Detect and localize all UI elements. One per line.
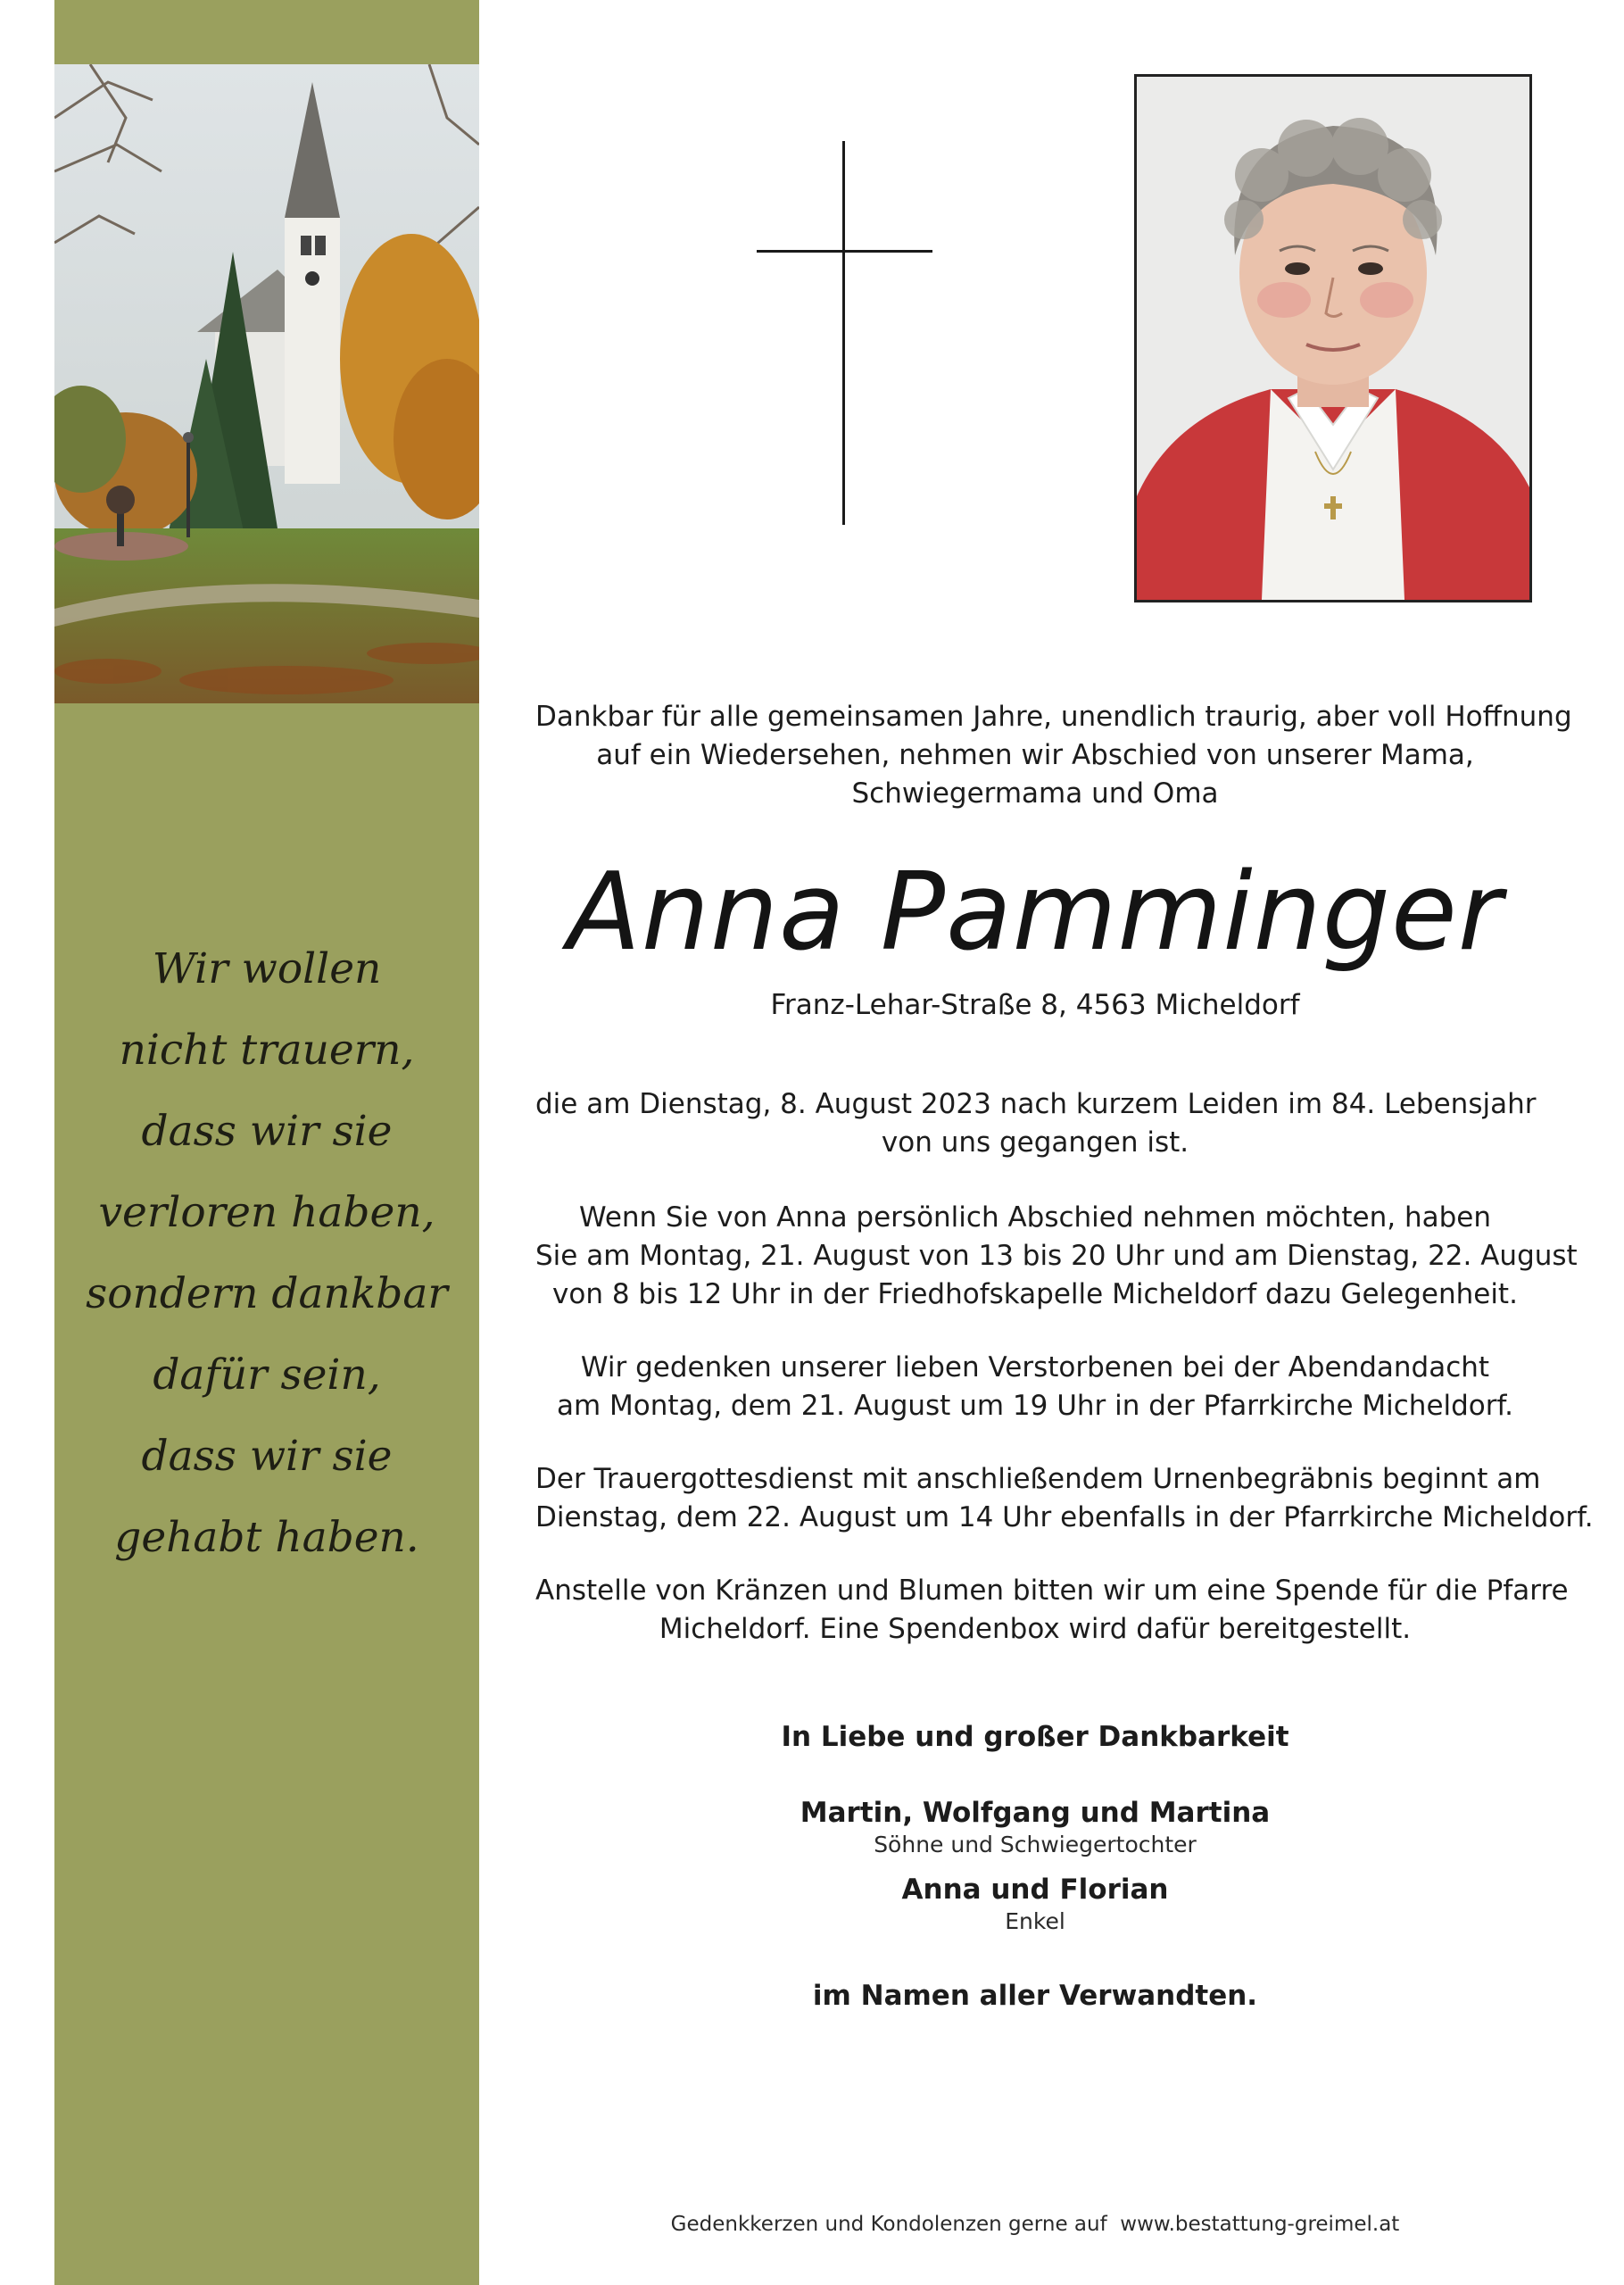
cross-horizontal-bar bbox=[757, 250, 932, 253]
signer-group bbox=[535, 1872, 1535, 1936]
intro-line: auf ein Wiedersehen, nehmen wir Abschied von unserer Mama, bbox=[596, 739, 1474, 771]
church-photo bbox=[54, 64, 479, 703]
paragraph-line: die am Dienstag, 8. August 2023 nach kurzem Leiden im 84. Lebensjahr bbox=[535, 1088, 1537, 1120]
side-quote-line: dass wir sie bbox=[141, 1107, 393, 1156]
signer-name: Anna und Florian bbox=[901, 1874, 1169, 1906]
intro-line: Dankbar für alle gemeinsamen Jahre, unendlich traurig, aber voll Hoffnung bbox=[535, 701, 1572, 733]
signer-role: Söhne und Schwiegertochter bbox=[874, 1832, 1197, 1857]
paragraph-line: am Montag, dem 21. August um 19 Uhr in der Pfarrkirche Micheldorf. bbox=[556, 1390, 1514, 1422]
deceased-name: Anna Pamminger bbox=[567, 851, 1504, 975]
side-band bbox=[54, 0, 479, 2285]
paragraph-line: Dienstag, dem 22. August um 14 Uhr ebenfalls in der Pfarrkirche Micheldorf. bbox=[535, 1501, 1594, 1533]
side-quote-line: dass wir sie bbox=[141, 1432, 393, 1481]
side-quote-line: gehabt haben. bbox=[114, 1513, 419, 1562]
closing-phrase: In Liebe und großer Dankbarkeit bbox=[781, 1721, 1289, 1753]
side-quote-line: verloren haben, bbox=[98, 1188, 435, 1237]
signer-group bbox=[535, 1795, 1535, 1859]
viewing-paragraph bbox=[535, 1199, 1578, 1314]
portrait-photo bbox=[1134, 74, 1532, 602]
death-notice-paragraph bbox=[535, 1085, 1535, 1162]
paragraph-line: Wir gedenken unserer lieben Verstorbenen bei der Abendandacht bbox=[580, 1351, 1490, 1383]
paragraph-line: Sie am Montag, 21. August von 13 bis 20 Uhr und am Dienstag, 22. August bbox=[535, 1240, 1578, 1272]
signer-name: Martin, Wolfgang und Martina bbox=[800, 1797, 1271, 1829]
side-quote-line: Wir wollen bbox=[152, 944, 382, 993]
paragraph-line: Anstelle von Kränzen und Blumen bitten wir um eine Spende für die Pfarre bbox=[535, 1575, 1569, 1607]
paragraph-line: Wenn Sie von Anna persönlich Abschied nehmen möchten, haben bbox=[578, 1201, 1492, 1234]
intro-text bbox=[535, 698, 1572, 813]
family-note: im Namen aller Verwandten. bbox=[812, 1980, 1258, 2012]
cross-vertical-bar bbox=[842, 141, 845, 525]
intro-line: Schwiegermama und Oma bbox=[851, 777, 1219, 810]
signer-role: Enkel bbox=[1005, 1908, 1065, 1934]
footer-note bbox=[535, 2211, 1535, 2238]
side-quote-line: nicht trauern, bbox=[119, 1026, 415, 1075]
paragraph-line: von uns gegangen ist. bbox=[881, 1126, 1189, 1159]
paragraph-line: Der Trauergottesdienst mit anschließendem Urnenbegräbnis beginnt am bbox=[535, 1463, 1541, 1495]
evening-prayer-paragraph bbox=[535, 1349, 1535, 1425]
donation-paragraph bbox=[535, 1572, 1569, 1649]
funeral-service-paragraph bbox=[535, 1460, 1594, 1537]
paragraph-line: Micheldorf. Eine Spendenbox wird dafür bereitgestellt. bbox=[659, 1613, 1412, 1645]
side-quote-line: sondern dankbar bbox=[86, 1269, 448, 1318]
side-quote-line: dafür sein, bbox=[153, 1350, 381, 1400]
side-quote bbox=[54, 928, 479, 1578]
deceased-address: Franz-Lehar-Straße 8, 4563 Micheldorf bbox=[770, 989, 1300, 1021]
paragraph-line: von 8 bis 12 Uhr in der Friedhofskapelle Micheldorf dazu Gelegenheit. bbox=[552, 1278, 1518, 1310]
footer-text: Gedenkkerzen und Kondolenzen gerne auf www.bestattung-greimel.at bbox=[670, 2213, 1400, 2236]
